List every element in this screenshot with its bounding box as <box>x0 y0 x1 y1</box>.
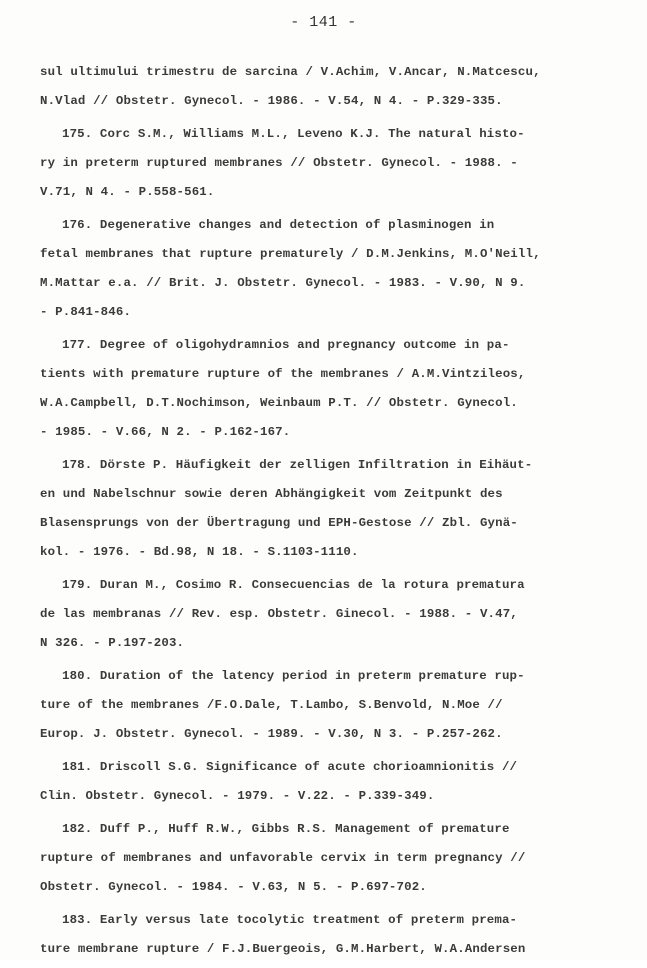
reference-entry-178 <box>40 451 620 567</box>
reference-line: 176. Degenerative changes and detection of plasminogen in <box>62 218 495 232</box>
reference-line: N.Vlad // Obstetr. Gynecol. - 1986. - V.54, N 4. - P.329-335. <box>40 94 503 108</box>
reference-line: 183. Early versus late tocolytic treatment of preterm prema- <box>62 913 518 927</box>
reference-line: kol. - 1976. - Bd.98, N 18. - S.1103-1110. <box>40 545 359 559</box>
reference-line: Obstetr. Gynecol. - 1984. - V.63, N 5. - P.697-702. <box>40 880 427 894</box>
reference-line: ry in preterm ruptured membranes // Obstetr. Gynecol. - 1988. - <box>40 156 518 170</box>
reference-entry-182 <box>40 815 620 902</box>
reference-list <box>40 58 620 968</box>
reference-entry-180 <box>40 662 620 749</box>
reference-line: 179. Duran M., Cosimo R. Consecuencias de la rotura prematura <box>62 578 525 592</box>
reference-line: V.71, N 4. - P.558-561. <box>40 185 215 199</box>
reference-line: en und Nabelschnur sowie deren Abhängigkeit vom Zeitpunkt des <box>40 487 503 501</box>
reference-line: sul ultimului trimestru de sarcina / V.Achim, V.Ancar, N.Matcescu, <box>40 65 541 79</box>
reference-entry-183 <box>40 906 620 964</box>
reference-continuation <box>40 58 620 116</box>
reference-entry-176 <box>40 211 620 327</box>
reference-line: Clin. Obstetr. Gynecol. - 1979. - V.22. - P.339-349. <box>40 789 435 803</box>
reference-line: - P.841-846. <box>40 305 132 319</box>
reference-entry-175 <box>40 120 620 207</box>
reference-line: ture membrane rupture / F.J.Buergeois, G.M.Harbert, W.A.Andersen <box>40 942 526 956</box>
reference-line: tients with premature rupture of the membranes / A.M.Vintzileos, <box>40 367 526 381</box>
page-number: - 141 - <box>290 14 357 31</box>
reference-line: 177. Degree of oligohydramnios and pregnancy outcome in pa- <box>62 338 510 352</box>
reference-line: 178. Dörste P. Häufigkeit der zelligen Infiltration in Eihäut- <box>62 458 533 472</box>
reference-line: Blasensprungs von der Übertragung und EPH-Gestose // Zbl. Gynä- <box>40 516 518 530</box>
reference-entry-177 <box>40 331 620 447</box>
reference-line: 180. Duration of the latency period in preterm premature rup- <box>62 669 525 683</box>
reference-line: - 1985. - V.66, N 2. - P.162-167. <box>40 425 291 439</box>
reference-entry-181 <box>40 753 620 811</box>
reference-line: M.Mattar e.a. // Brit. J. Obstetr. Gynecol. - 1983. - V.90, N 9. <box>40 276 526 290</box>
reference-line: 175. Corc S.M., Williams M.L., Leveno K.J. The natural histo- <box>62 127 525 141</box>
reference-line: de las membranas // Rev. esp. Obstetr. Ginecol. - 1988. - V.47, <box>40 607 518 621</box>
reference-line: Europ. J. Obstetr. Gynecol. - 1989. - V.30, N 3. - P.257-262. <box>40 727 503 741</box>
reference-line: N 326. - P.197-203. <box>40 636 185 650</box>
reference-line: 181. Driscoll S.G. Significance of acute chorioamnionitis // <box>62 760 518 774</box>
reference-line: rupture of membranes and unfavorable cervix in term pregnancy // <box>40 851 526 865</box>
reference-line: fetal membranes that rupture prematurely / D.M.Jenkins, M.O'Neill, <box>40 247 541 261</box>
reference-line: 182. Duff P., Huff R.W., Gibbs R.S. Management of premature <box>62 822 510 836</box>
reference-line: W.A.Campbell, D.T.Nochimson, Weinbaum P.T. // Obstetr. Gynecol. <box>40 396 518 410</box>
reference-entry-179 <box>40 571 620 658</box>
reference-line: ture of the membranes /F.O.Dale, T.Lambo, S.Benvold, N.Moe // <box>40 698 503 712</box>
